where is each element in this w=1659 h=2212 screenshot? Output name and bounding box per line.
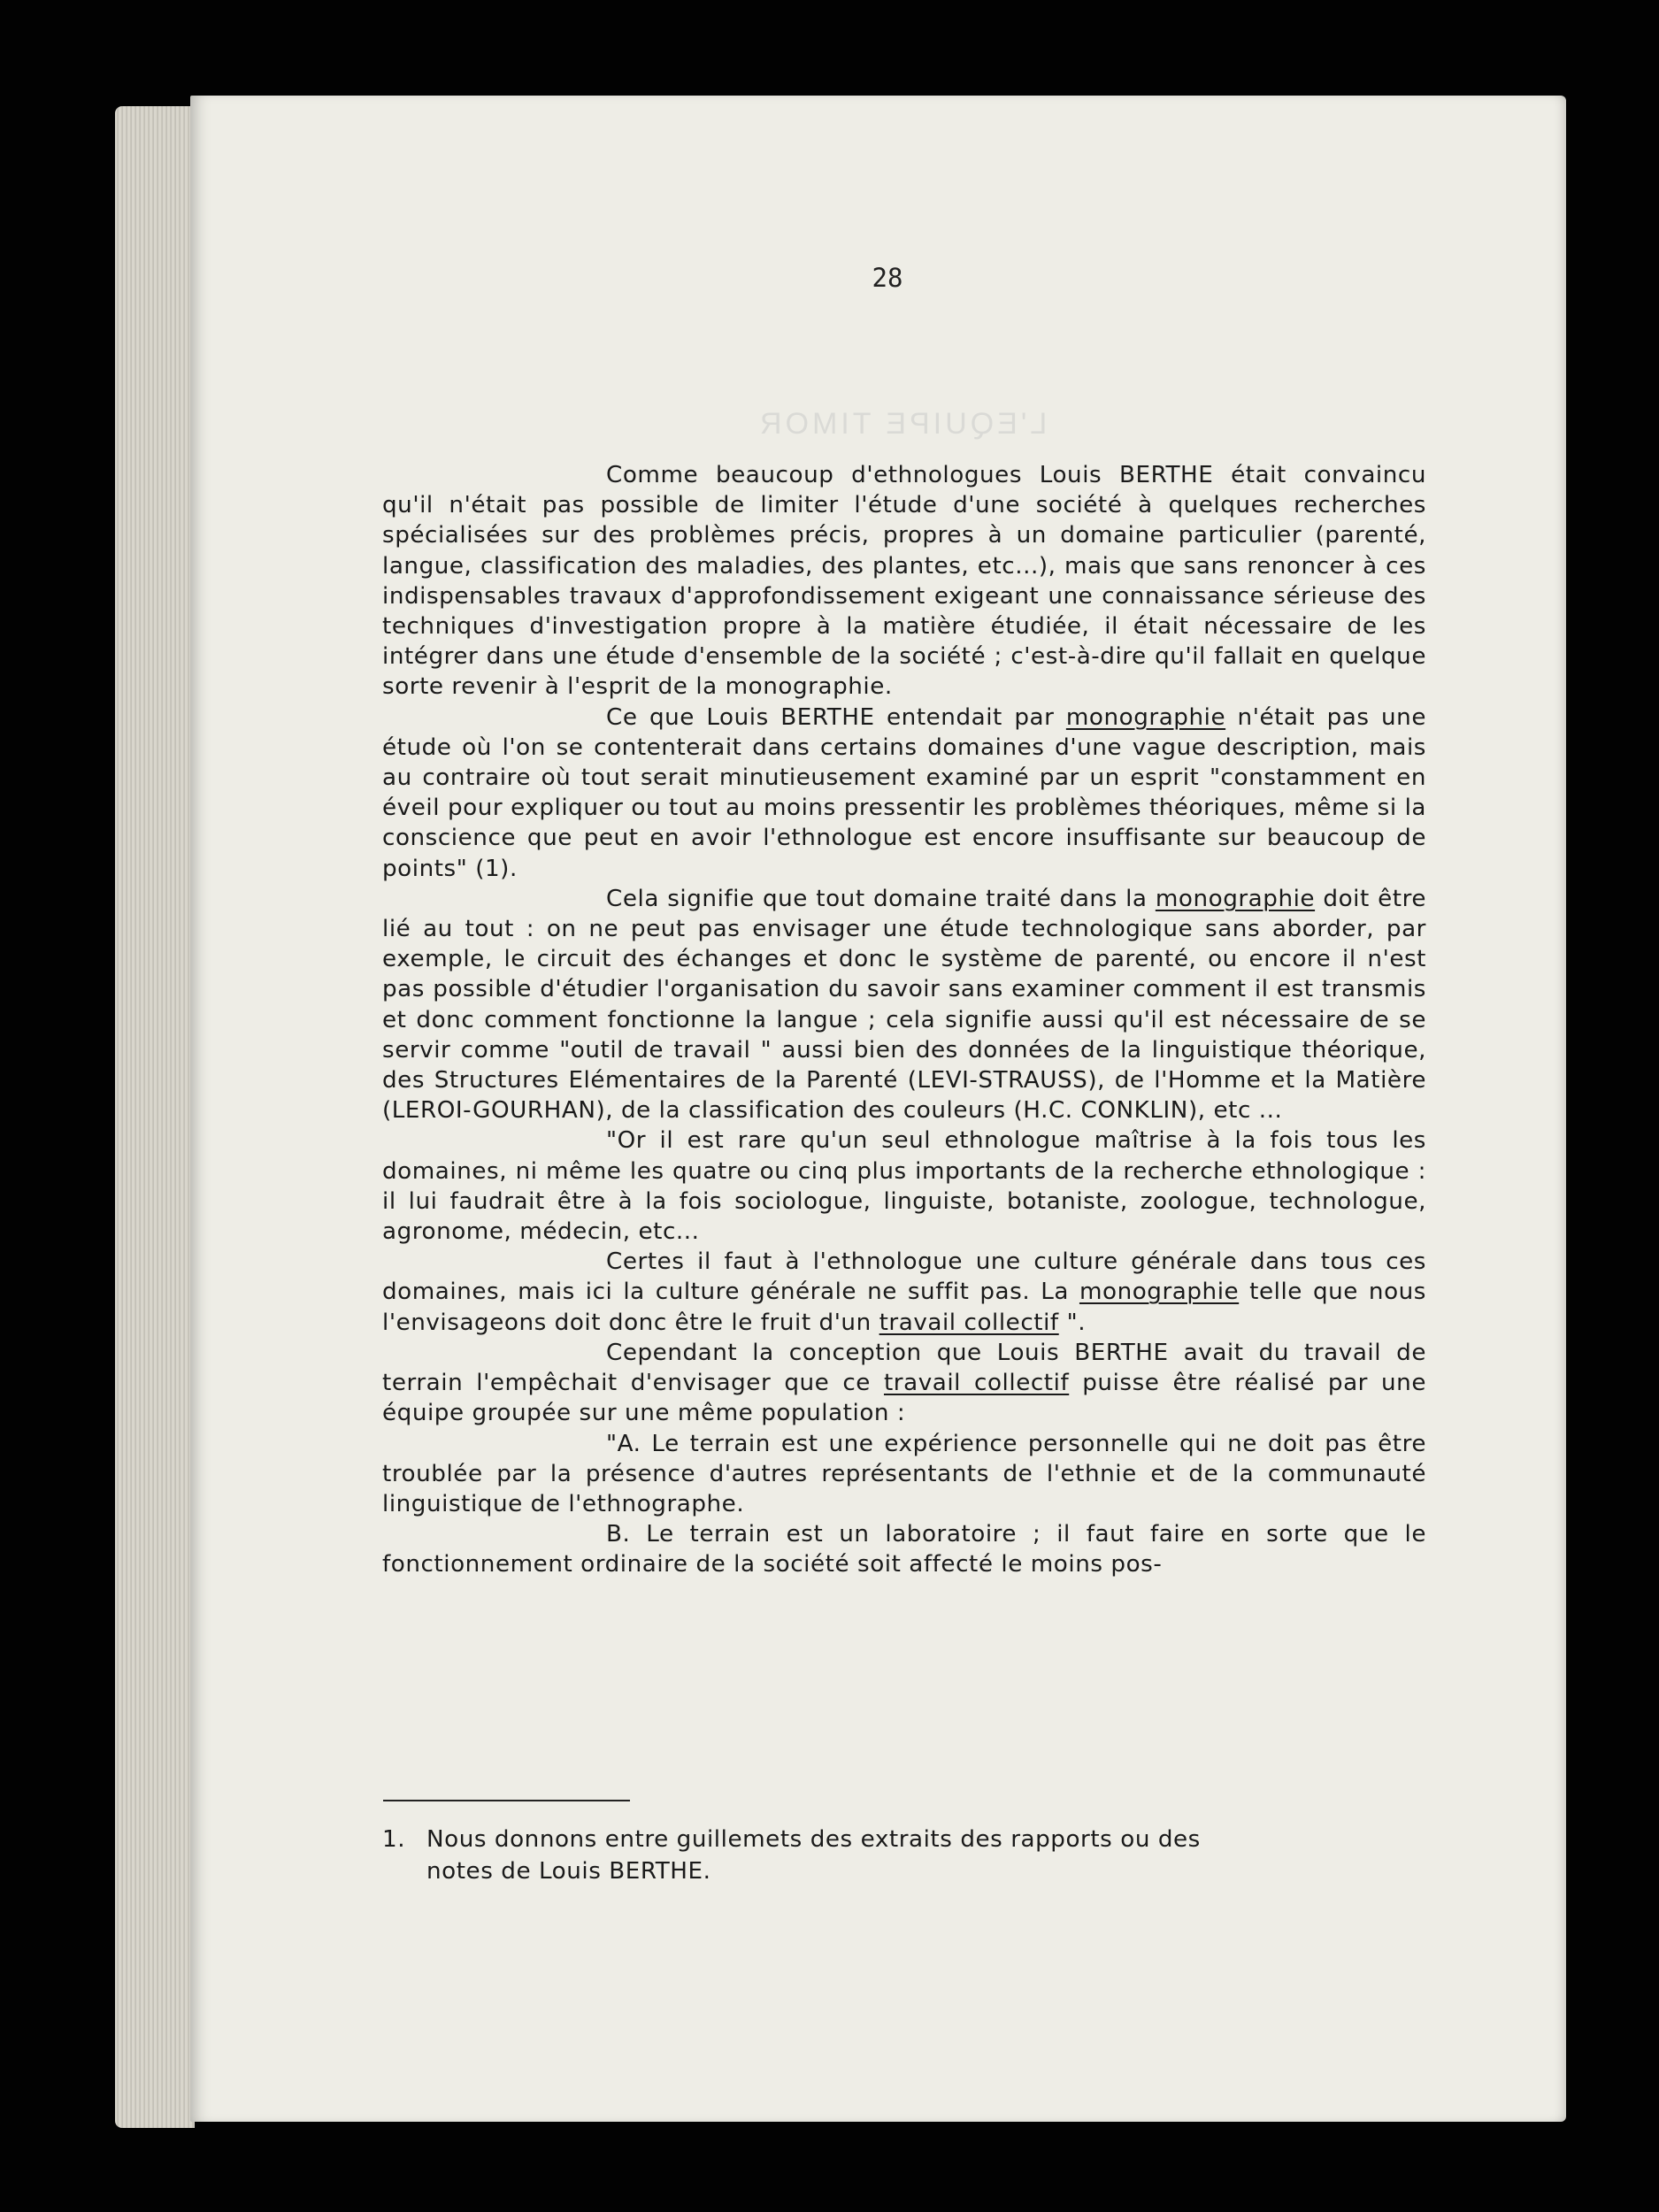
paragraph-6-text: Cependant la conception que Louis BERTHE avait du travail de terrain l'empêchait d'envisager que ce <box>382 1339 1426 1397</box>
underlined-term: monographie <box>1065 703 1226 731</box>
underlined-term: travail collectif <box>879 1309 1059 1336</box>
paragraph-3-text: Cela signifie que tout domaine traité dans la <box>606 885 1156 912</box>
paragraph-2-text-cont: n'était pas une étude où l'on se contenterait dans certains domaines d'une vague description, mais au contraire où tout serait minutieusement examiné par un esprit "constamment en éveil pour expliquer ou tout au moins pressentir les problèmes théoriques, même si la conscience que peut en avoir l'ethnologue est encore insuffisante sur beaucoup de points" (1). <box>382 703 1426 882</box>
paragraph-6 <box>382 1338 1426 1429</box>
footnote-separator <box>383 1800 630 1801</box>
page-number: 28 <box>872 263 903 293</box>
book-page-edges <box>115 106 195 2128</box>
paragraph-3-text-cont: doit être lié au tout : on ne peut pas envisager une étude technologique sans aborder, par exemple, le circuit des échanges et donc le système de parenté, ou encore il n'est pas possible d'étudier l'organisation du savoir sans examiner comment il est transmis et donc comment fonctionne la langue ; cela signifie aussi qu'il est nécessaire de se servir comme "outil de travail " aussi bien des données de la linguistique théorique, des Structures Elémentaires de la Parenté (LEVI-STRAUSS), de l'Homme et la Matière (LEROI-GOURHAN), de la classification des couleurs (H.C. CONKLIN), etc ... <box>382 885 1426 1125</box>
paragraph-7: "A. Le terrain est une expérience personnelle qui ne doit pas être troublée par la présence d'autres représentants de l'ethnie et de la communauté linguistique de l'ethnographe. <box>382 1430 1426 1517</box>
paragraph-2-text: Ce que Louis BERTHE entendait par <box>606 703 1066 731</box>
footnote-number: 1. <box>382 1826 406 1853</box>
underlined-term: travail collectif <box>883 1370 1070 1397</box>
paragraph-4: "Or il est rare qu'un seul ethnologue maîtrise à la fois tous les domaines, ni même les quatre ou cinq plus importants de la recherche ethnologique : il lui faudrait être à la fois sociologue, linguiste, botaniste, zoologue, technologue, agronome, médecin, etc... <box>382 1127 1426 1246</box>
paragraph-5-text-mid: telle que nous l'envisageons doit donc être le fruit d'un <box>382 1279 1426 1336</box>
underlined-term: monographie <box>1155 885 1316 912</box>
footnote-line-1 <box>382 1824 1400 1855</box>
paragraph-5 <box>382 1247 1426 1338</box>
paragraph-3 <box>382 884 1426 1126</box>
footnote <box>382 1824 1400 1887</box>
paragraph-5-text: Certes il faut à l'ethnologue une culture générale dans tous ces domaines, mais ici la culture générale ne suffit pas. La <box>382 1248 1426 1306</box>
paragraph-1: Comme beaucoup d'ethnologues Louis BERTHE était convaincu qu'il n'était pas possible de limiter l'étude d'une société à quelques recherches spécialisées sur des problèmes précis, propres à un domaine particulier (parenté, langue, classification des maladies, des plantes, etc...), mais que sans renoncer à ces indispensables travaux d'approfondissement exigeant une connaissance sérieuse des techniques d'investigation propre à la matière étudiée, il était nécessaire de les intégrer dans une étude d'ensemble de la société ; c'est-à-dire qu'il fallait en quelque sorte revenir à l'esprit de la monographie. <box>382 462 1426 701</box>
main-text <box>382 460 1426 1580</box>
paragraph-5-text-end: ". <box>1058 1309 1087 1336</box>
paragraph-2 <box>382 703 1426 884</box>
paragraph-8: B. Le terrain est un laboratoire ; il faut faire en sorte que le fonctionnement ordinaire de la société soit affecté le moins pos- <box>382 1521 1426 1578</box>
footnote-text: Nous donnons entre guillemets des extraits des rapports ou des <box>426 1826 1201 1853</box>
bleed-through: L'EQUIPE TIMOR <box>757 407 1048 441</box>
underlined-term: monographie <box>1079 1279 1240 1306</box>
paragraph-6-text-cont: puisse être réalisé par une équipe groupée sur une même population : <box>382 1370 1426 1427</box>
footnote-line-2: notes de Louis BERTHE. <box>426 1858 711 1885</box>
